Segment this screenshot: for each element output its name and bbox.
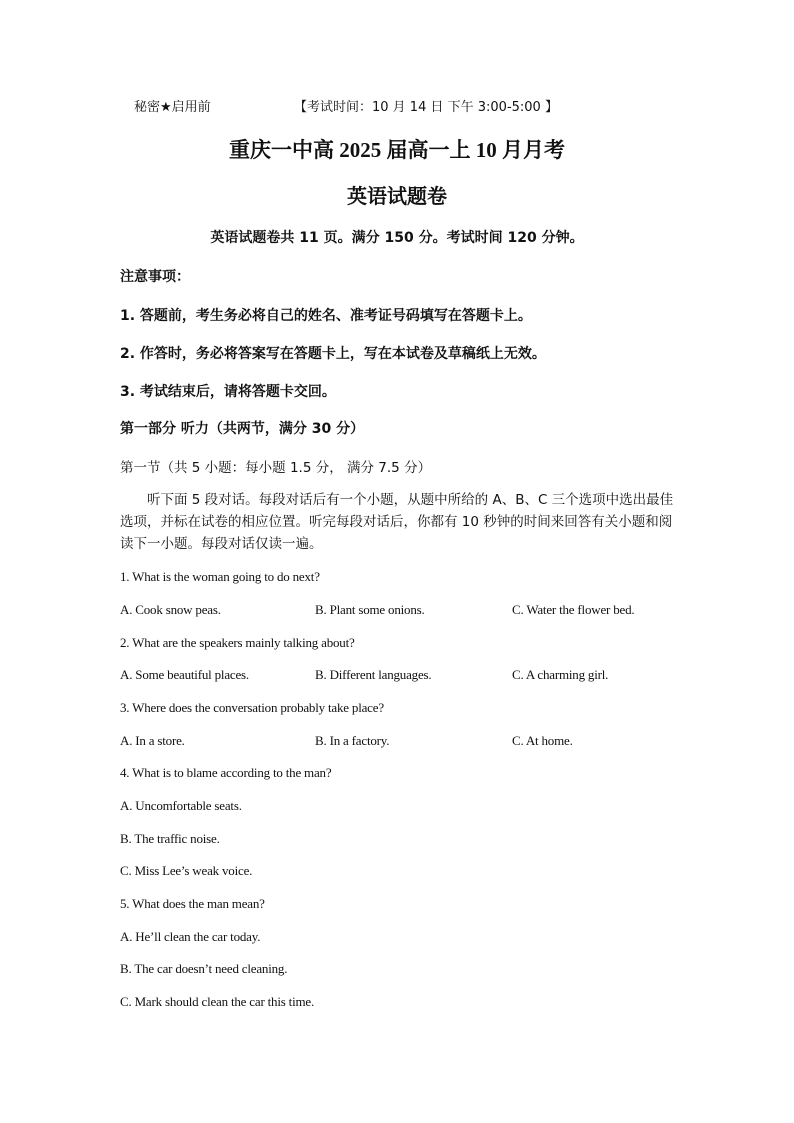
confidential-label: 秘密★启用前: [134, 100, 211, 115]
question-5-option-a: A. He’ll clean the car today.: [120, 929, 261, 944]
question-4-option-b: B. The traffic noise.: [120, 831, 220, 846]
question-5: 5. What does the man mean?: [120, 896, 265, 911]
question-3: 3. Where does the conversation probably take place?: [120, 700, 384, 715]
question-2: 2. What are the speakers mainly talking about?: [120, 635, 355, 650]
question-4-option-c: C. Miss Lee’s weak voice.: [120, 863, 253, 878]
listening-instructions: 听下面 5 段对话。每段对话后有一个小题，从题中所给的 A、B、C 三个选项中选出最佳选项，并标在试卷的相应位置。听完每段对话后，你都有 10 秒钟的时间来回答有关小题和阅读下一小题。每段对话仅读一遍。: [120, 492, 674, 552]
section1-heading: 第一节（共 5 小题：每小题 1.5 分， 满分 7.5 分）: [120, 460, 432, 476]
exam-intro: 英语试题卷共 11 页。满分 150 分。考试时间 120 分钟。: [210, 230, 584, 246]
exam-title: 重庆一中高 2025 届高一上 10 月月考: [229, 138, 565, 162]
notes-heading: 注意事项：: [120, 269, 190, 285]
note-item-1: 1. 答题前，考生务必将自己的姓名、准考证号码填写在答题卡上。: [120, 308, 532, 324]
exam-subtitle: 英语试题卷: [347, 186, 447, 208]
note-item-3: 3. 考试结束后，请将答题卡交回。: [120, 384, 336, 400]
header-line: [134, 96, 558, 115]
exam-time: 【考试时间：10 月 14 日 下午 3:00-5:00 】: [294, 100, 558, 115]
question-3-option-c: C. At home.: [512, 733, 573, 748]
question-2-option-b: B. Different languages.: [315, 667, 432, 682]
question-5-option-b: B. The car doesn’t need cleaning.: [120, 961, 288, 976]
question-1-option-c: C. Water the flower bed.: [512, 602, 635, 617]
part1-heading: 第一部分 听力（共两节，满分 30 分）: [120, 421, 365, 437]
question-2-option-c: C. A charming girl.: [512, 667, 609, 682]
question-3-option-b: B. In a factory.: [315, 733, 390, 748]
question-4-option-a: A. Uncomfortable seats.: [120, 798, 242, 813]
question-5-option-c: C. Mark should clean the car this time.: [120, 994, 315, 1009]
question-1-option-b: B. Plant some onions.: [315, 602, 425, 617]
question-3-option-a: A. In a store.: [120, 733, 185, 748]
question-2-option-a: A. Some beautiful places.: [120, 667, 249, 682]
note-item-2: 2. 作答时，务必将答案写在答题卡上，写在本试卷及草稿纸上无效。: [120, 346, 546, 362]
question-4: 4. What is to blame according to the man?: [120, 765, 332, 780]
question-1: 1. What is the woman going to do next?: [120, 569, 320, 584]
question-1-option-a: A. Cook snow peas.: [120, 602, 221, 617]
